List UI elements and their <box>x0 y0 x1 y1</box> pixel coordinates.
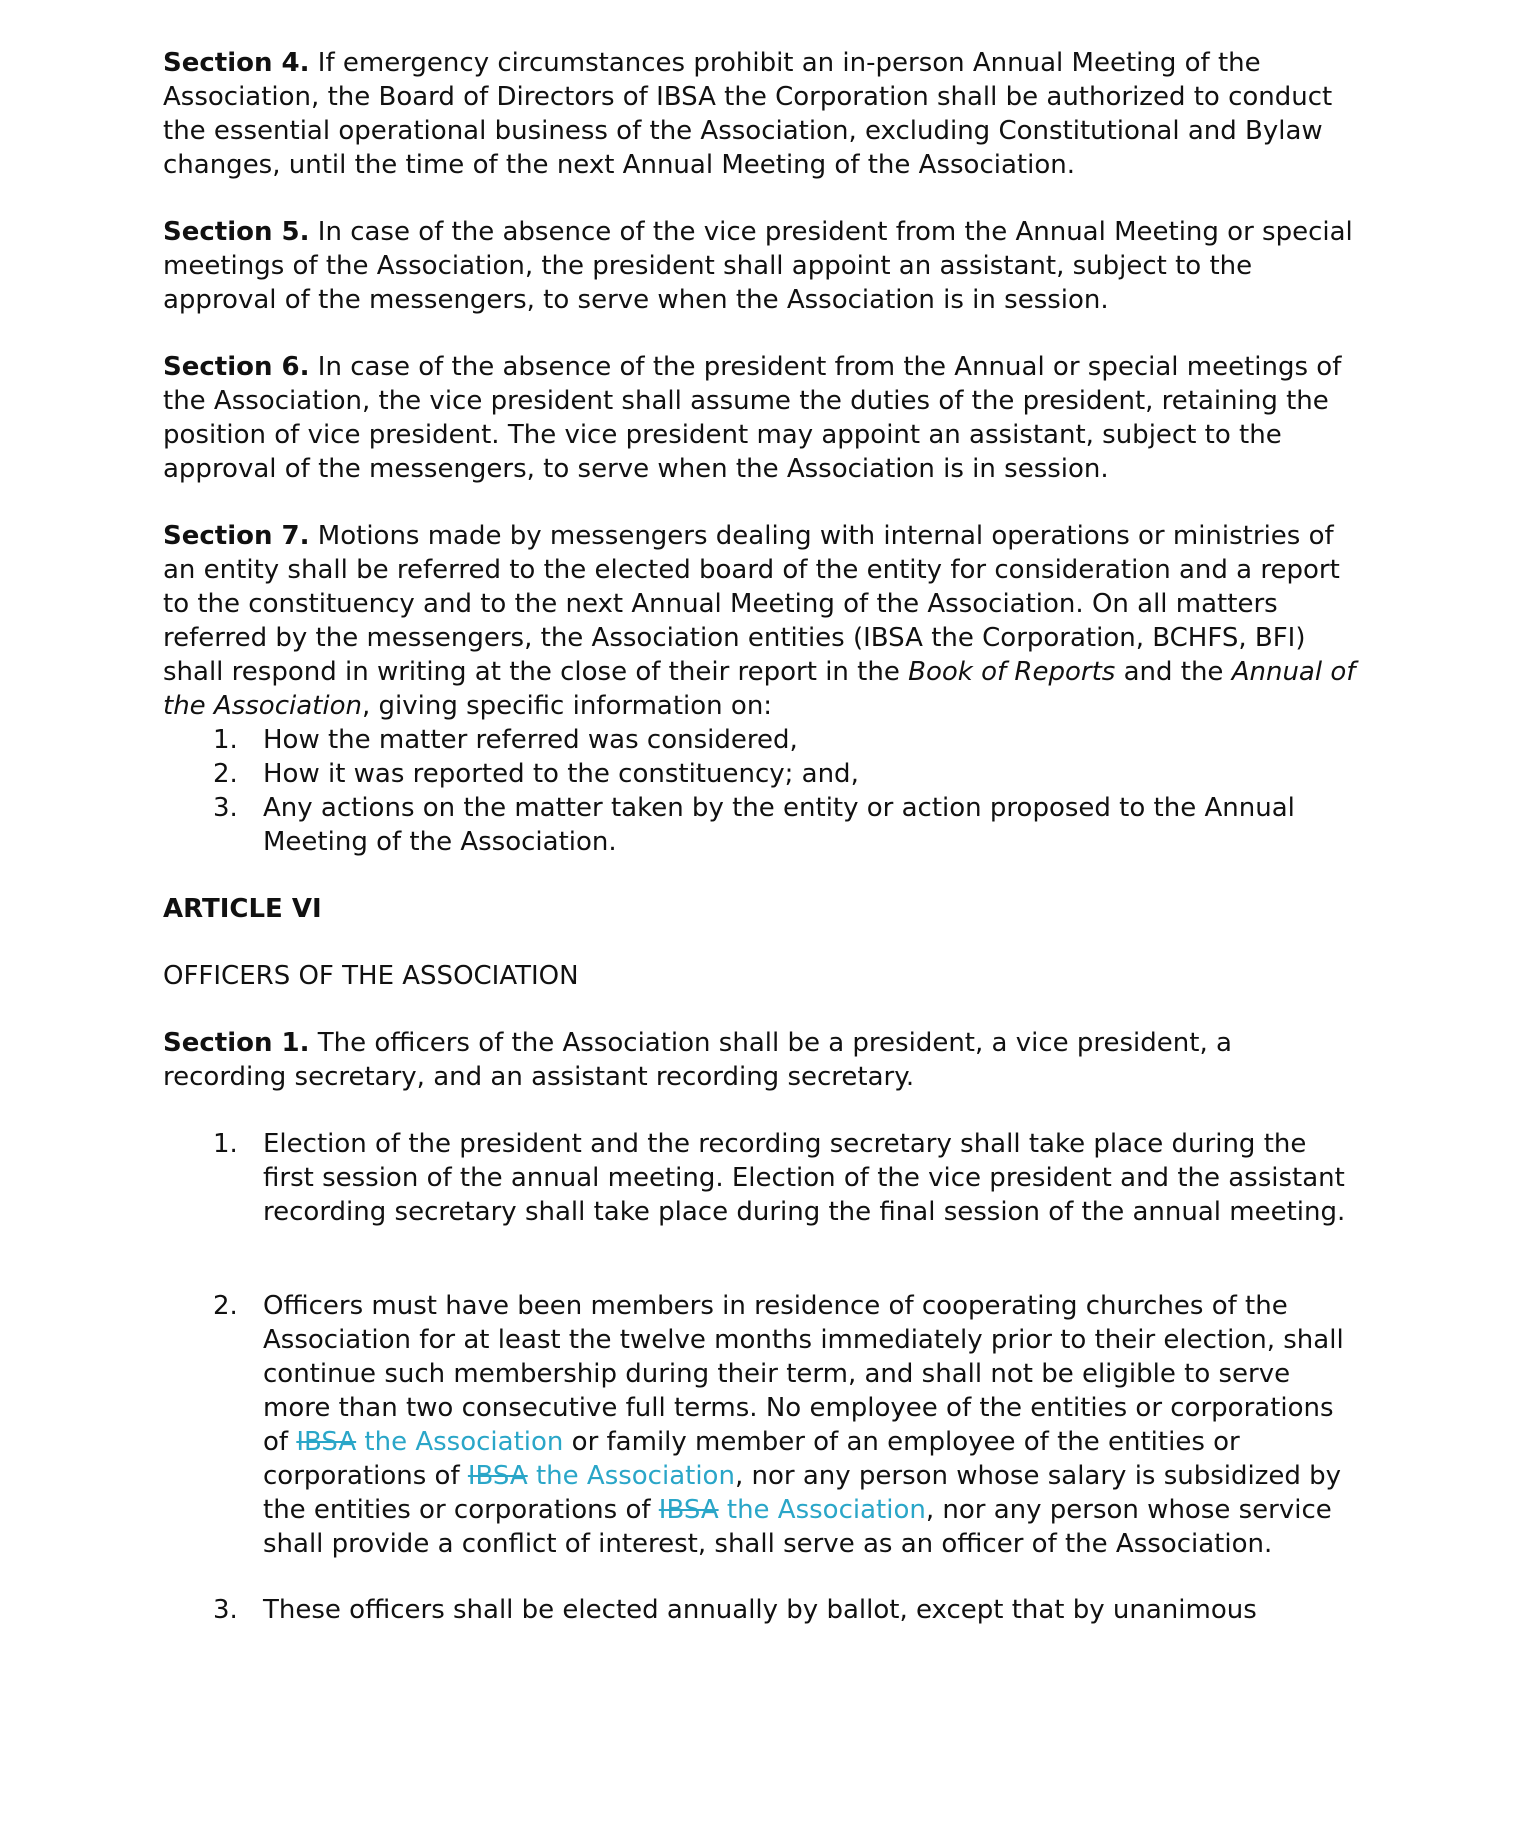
officer-list <box>163 1127 1358 1627</box>
section-4-label: Section 4. <box>163 48 310 78</box>
officer-item-1 <box>163 1127 1358 1229</box>
book-of-reports: Book of Reports <box>908 657 1116 687</box>
list-item-number: 2. <box>213 1291 238 1321</box>
section-4 <box>163 46 1358 182</box>
article-subtitle: OFFICERS OF THE ASSOCIATION <box>163 961 579 991</box>
officer-item-2-text-3: , nor any person whose salary is subsidized by the entities or corporations of <box>263 1461 1342 1525</box>
document-page <box>163 46 1358 1627</box>
inserted-text: the Association <box>527 1461 735 1491</box>
section-6-label: Section 6. <box>163 352 310 382</box>
officer-item-2-text-1: Officers must have been members in residence of cooperating churches of the Association for at least the twelve months immediately prior to their election, shall continue such membership during their term, and shall not be eligible to serve more than two consecutive full terms. No employee of the entities or corporations of <box>263 1291 1344 1457</box>
article-title: ARTICLE VI <box>163 894 322 924</box>
section-7-label: Section 7. <box>163 521 310 551</box>
section-5-label: Section 5. <box>163 217 310 247</box>
list-item-number: 1. <box>213 1129 238 1159</box>
officer-item-2 <box>163 1289 1358 1561</box>
article-section-1-text: The officers of the Association shall be a president, a vice president, a recording secretary, and an assistant recording secretary. <box>163 1028 1232 1092</box>
section-7-text-c: , giving specific information on: <box>361 691 773 721</box>
list-item-number: 1. <box>213 725 238 755</box>
list-item <box>163 723 1358 757</box>
list-item-number: 2. <box>213 759 238 789</box>
article-section-1-label: Section 1. <box>163 1028 310 1058</box>
list-item-number: 3. <box>213 1595 238 1625</box>
list-item-text: How it was reported to the constituency; and, <box>263 759 859 789</box>
inserted-text: the Association <box>718 1495 926 1525</box>
deleted-text: IBSA <box>467 1461 528 1491</box>
list-item-text: Any actions on the matter taken by the entity or action proposed to the Annual Meeting of the Association. <box>263 793 1295 857</box>
deleted-text: IBSA <box>296 1427 357 1457</box>
section-5 <box>163 215 1358 317</box>
annual-of-association: Annual of the Association <box>163 657 1356 721</box>
section-5-text: In case of the absence of the vice president from the Annual Meeting or special meetings of the Association, the president shall appoint an assistant, subject to the approval of the messengers, to serve when the Association is in session. <box>163 217 1353 315</box>
article-section-1 <box>163 1026 1358 1094</box>
section-4-text: If emergency circumstances prohibit an in-person Annual Meeting of the Association, the Board of Directors of IBSA the Corporation shall be authorized to conduct the essential operational business of the Association, excluding Constitutional and Bylaw changes, until the time of the next Annual Meeting of the Association. <box>163 48 1333 180</box>
list-item-text: Election of the president and the recording secretary shall take place during the first session of the annual meeting. Election of the vice president and the assistant recording secretary shall take place during the final session of the annual meeting. <box>263 1129 1346 1227</box>
section-7-list <box>163 723 1358 859</box>
list-item-number: 3. <box>213 793 238 823</box>
list-item-text: These officers shall be elected annually by ballot, except that by unanimous <box>263 1595 1257 1625</box>
section-7-text-b: and the <box>1115 657 1232 687</box>
deleted-text: IBSA <box>658 1495 719 1525</box>
officer-item-3 <box>163 1593 1358 1627</box>
section-7 <box>163 519 1358 723</box>
list-item <box>163 791 1358 859</box>
list-item-text: How the matter referred was considered, <box>263 725 798 755</box>
section-6 <box>163 350 1358 486</box>
officer-item-2-text-2: or family member of an employee of the entities or corporations of <box>263 1427 1240 1491</box>
list-item <box>163 757 1358 791</box>
inserted-text: the Association <box>356 1427 564 1457</box>
section-7-text-a: Motions made by messengers dealing with internal operations or ministries of an entity shall be referred to the elected board of the entity for consideration and a report to the constituency and to the next Annual Meeting of the Association. On all matters referred by the messengers, the Association entities (IBSA the Corporation, BCHFS, BFI) shall respond in writing at the close of their report in the <box>163 521 1340 687</box>
section-6-text: In case of the absence of the president from the Annual or special meetings of the Association, the vice president shall assume the duties of the president, retaining the position of vice president. The vice president may appoint an assistant, subject to the approval of the messengers, to serve when the Association is in session. <box>163 352 1342 484</box>
officer-item-2-text-4: , nor any person whose service shall provide a conflict of interest, shall serve as an officer of the Association. <box>263 1495 1332 1559</box>
